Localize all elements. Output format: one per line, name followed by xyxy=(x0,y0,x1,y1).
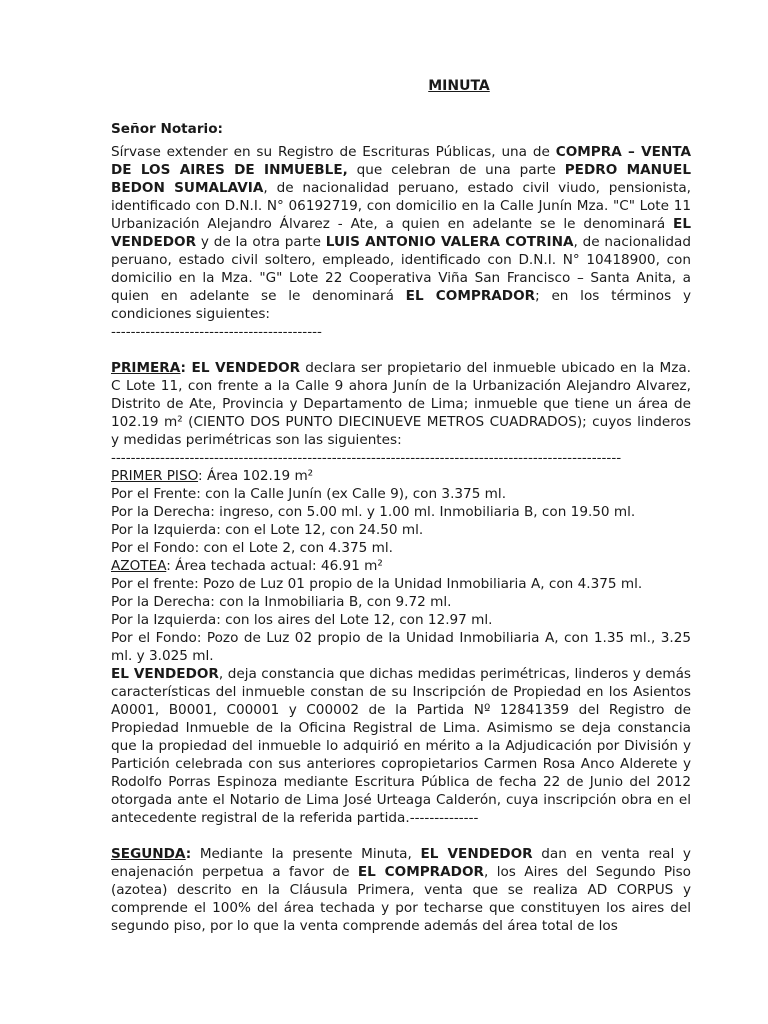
clause-primera: PRIMERA: EL VENDEDOR declara ser propietario del inmueble ubicado en la Mza. C Lote 11, con frente a la Calle 9 ahora Junín de la Urbanización Alejandro Alvarez, Distrito de Ate, Provincia y Departamento de Lima; inmueble que tiene un área de 102.19 m² (CIENTO DOS PUNTO DIECINUEVE METROS CUADRADOS); cuyos linderos y medidas perimétricas son las siguientes: xyxy=(111,360,691,448)
primera-constancia xyxy=(111,665,691,827)
primer-piso-line xyxy=(111,467,691,485)
piso-lindero: Por la Izquierda: con el Lote 12, con 24.50 ml. xyxy=(111,522,424,538)
azotea-lindero: Por la Izquierda: con los aires del Lote 12, con 12.97 ml. xyxy=(111,612,493,628)
intro-text-3: , de nacionalidad peruano, estado civil viudo, pensionista, identificado con D.N.I. N° 06192719, con domicilio en la Calle Junín Mza. "C" Lote 11 Urbanización Alejandro Álvarez - Ate, a quien en adelante se le denominará xyxy=(111,180,691,232)
seller-name: PEDRO MANUEL BEDON SUMALAVIA xyxy=(111,162,691,196)
primer-piso-label: PRIMER PISO xyxy=(111,468,199,484)
piso-lindero: Por el Fondo: con el Lote 2, con 4.375 ml. xyxy=(111,540,393,556)
constancia-text: , deja constancia que dichas medidas perimétricas, linderos y demás características del inmueble constan de su Inscripción de Propiedad en los Asientos A0001, B0001, C00001 y C00002 de la Partida Nº 12841359 del Registro de Propiedad Inmueble de la Oficina Registral de Lima. Asimismo se deja constancia que la propiedad del inmueble lo adquirió en mérito a la Adjudicación por División y Partición celebrada con sus anteriores copropietarios Carmen Rosa Anco Alderete y Rodolfo Porras Espinoza mediante Escritura Pública de fecha 22 de Junio del 2012 otorgada ante el Notario de Lima José Urteaga Calderón, cuya inscripción obra en el antecedente registral de la referida partida.-------------- xyxy=(111,666,691,826)
azotea-lindero: Por el Fondo: Pozo de Luz 02 propio de la Unidad Inmobiliaria A, con 1.35 ml., 3.25 ml. y 3.025 ml. xyxy=(111,630,691,664)
primer-piso-area: : Área 102.19 m² xyxy=(198,468,314,484)
primera-label: PRIMERA xyxy=(111,360,181,376)
segunda-buyer: EL COMPRADOR xyxy=(357,864,484,880)
intro-text-1: Sírvase extender en su Registro de Escrituras Públicas, una de xyxy=(111,144,556,160)
intro-paragraph xyxy=(111,143,691,323)
segunda-seller: EL VENDEDOR xyxy=(420,846,533,862)
segunda-text-1: Mediante la presente Minuta, xyxy=(191,846,421,862)
azotea-line xyxy=(111,557,691,575)
intro-text-2: que celebran de una parte xyxy=(347,162,565,178)
azotea-label: AZOTEA xyxy=(111,558,167,574)
intro-text-6: ; en los términos y condiciones siguientes: xyxy=(111,288,691,322)
intro-text-5: , de nacionalidad peruano, estado civil soltero, empleado, identificado con D.N.I. N° 10418900, con domicilio en la Mza. "G" Lote 22 Cooperativa Viña San Francisco – Santa Anita, a quien en adelante se le denominará xyxy=(111,234,691,304)
segunda-label: SEGUNDA xyxy=(111,846,186,862)
clause-segunda: SEGUNDA: Mediante la presente Minuta, EL VENDEDOR dan en venta real y enajenación perpetua a favor de EL COMPRADOR, los Aires del Segundo Piso (azotea) descrito en la Cláusula Primera, venta que se realiza AD CORPUS y comprende el 100% del área techada y por techarse que constituyen los aires del segundo piso, por lo que la venta comprende además del área total de los xyxy=(111,846,692,934)
buyer-role: EL COMPRADOR xyxy=(405,288,536,304)
constancia-seller: EL VENDEDOR xyxy=(111,666,219,682)
primera-seller: EL VENDEDOR xyxy=(185,360,301,376)
primera-dashes: -------------------------------------------------------------------------------------------------------- xyxy=(111,450,622,466)
azotea-lindero: Por la Derecha: con la Inmobiliaria B, con 9.72 ml. xyxy=(111,594,452,610)
intro-text-4: y de la otra parte xyxy=(196,234,326,250)
segunda-text-2: dan en venta real y enajenación perpetua a favor de xyxy=(111,846,691,880)
segunda-text-3: , los Aires del Segundo Piso (azotea) descrito en la Cláusula Primera, venta que se realiza AD CORPUS y comprende el 100% del área techada y por techarse que constituyen los aires del segundo piso, por lo que la venta comprende además del área total de los xyxy=(111,864,692,934)
piso-lindero: Por la Derecha: ingreso, con 5.00 ml. y 1.00 ml. Inmobiliaria B, con 19.50 ml. xyxy=(111,504,636,520)
intro-dashes: ------------------------------------------- xyxy=(111,324,322,340)
seller-role: EL VENDEDOR xyxy=(111,216,691,250)
piso-lindero: Por el Frente: con la Calle Junín (ex Calle 9), con 3.375 ml. xyxy=(111,486,507,502)
document-body xyxy=(111,143,691,935)
buyer-name: LUIS ANTONIO VALERA COTRINA xyxy=(325,234,574,250)
contract-type: COMPRA – VENTA DE LOS AIRES DE INMUEBLE, xyxy=(111,144,691,178)
azotea-area: : Área techada actual: 46.91 m² xyxy=(166,558,383,574)
azotea-lindero: Por el frente: Pozo de Luz 01 propio de la Unidad Inmobiliaria A, con 4.375 ml. xyxy=(111,576,643,592)
greeting: Señor Notario: xyxy=(111,121,223,137)
document-title: MINUTA xyxy=(428,78,490,94)
primera-text: declara ser propietario del inmueble ubicado en la Mza. C Lote 11, con frente a la Calle 9 ahora Junín de la Urbanización Alejandro Alvarez, Distrito de Ate, Provincia y Departamento de Lima; inmueble que tiene un área de 102.19 m² (CIENTO DOS PUNTO DIECINUEVE METROS CUADRADOS); cuyos linderos y medidas perimétricas son las siguientes: xyxy=(111,360,691,448)
